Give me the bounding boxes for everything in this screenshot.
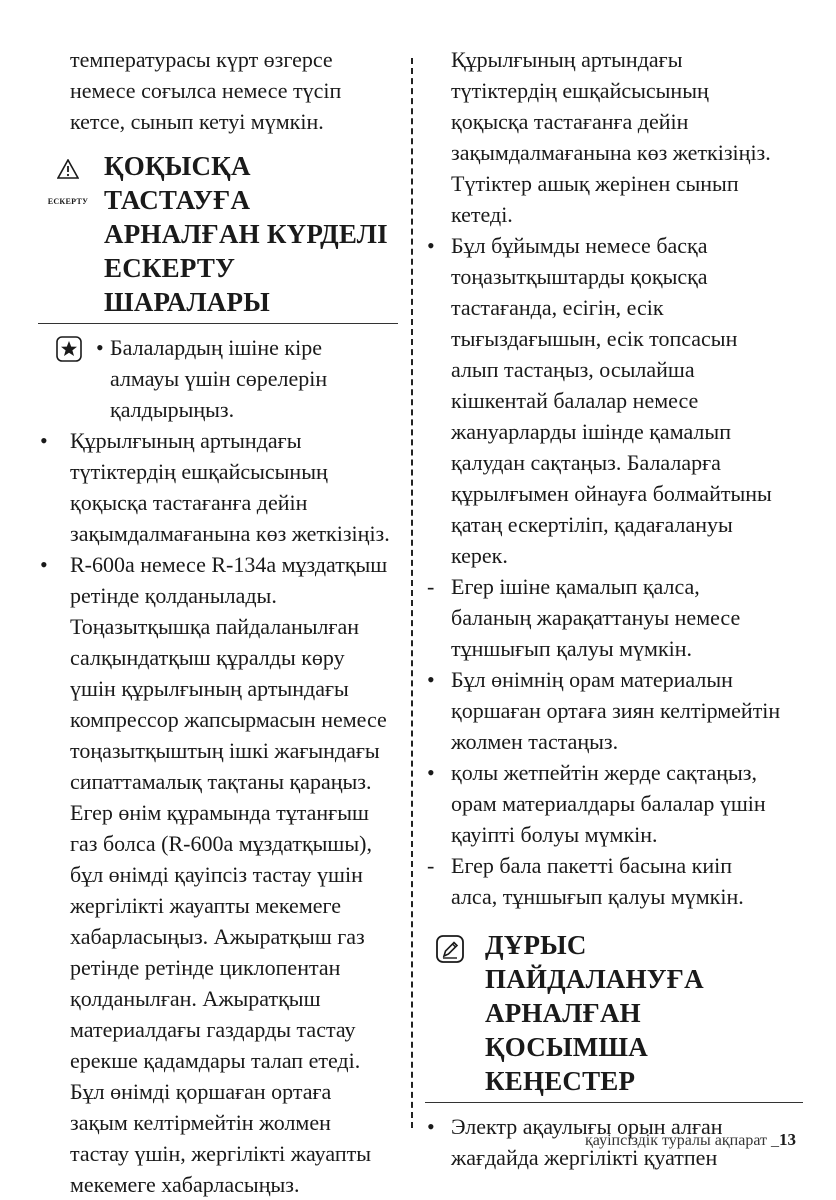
list-item: • Бұл өнімнің орам материалын қоршаған ортаға зиян келтірмейтін жолмен тастаңыз. [427, 667, 781, 754]
list-item: • Электр ақаулығы орын алған жағдайда жергілікті қуатпен [427, 1114, 723, 1170]
star-list-item: • Балалардың ішіне кіре алмауы үшін сөрелерін қалдырыңыз. [38, 332, 398, 425]
list-item: • Құрылғының артындағы түтіктердің ешқайсысының қоқысқа тастағанға дейін зақымдалмағанына көз жеткізіңіз. [40, 428, 390, 546]
dash-item: - Егер бала пакетті басына киіп алса, тұншығып қалуы мүмкін. [427, 853, 744, 909]
star-icon [56, 336, 82, 370]
warning-heading: ЕСКЕРТУ ҚОҚЫСҚА ТАСТАУҒА АРНАЛҒАН КҮРДЕЛІ ЕСКЕРТУ ШАРАЛАРЫ [38, 149, 398, 324]
list-item: • R-600a немесе R-134a мұздатқыш ретінде қолданылады. Тоңазытқышқа пайдаланылған салқындатқыш құралды көру үшін құрылғының артындағы компрессор жапсырмасын немесе тоңазытқыштың ішкі жағындағы сипаттамалық тақтаны қараңыз. Егер өнім құрамында тұтанғыш газ болса (R-600a мұздатқышы), бұл өнімді қауіпсіз тастау үшін жергілікті жауапты мекемеге хабарласыңыз. Ажыратқыш газ ретінде ретінде циклопентан қолданылған. Ажыратқыш материалдағы газдарды тастау ерекше қадамдары талап етеді. Бұл өнімді қоршаған ортаға зақым келтірмейтін жолмен тастау үшін, жергілікті жауапты мекемеге хабарласыңыз. [40, 552, 388, 1197]
note-heading: ДҰРЫС ПАЙДАЛАНУҒА АРНАЛҒАН ҚОСЫМША КЕҢЕСТЕР [425, 928, 803, 1103]
right-column [425, 44, 803, 1173]
left-intro-paragraph: температурасы күрт өзгерсе немесе соғылса немесе түсіп кетсе, сынып кетуі мүмкін. [70, 47, 342, 134]
right-intro-paragraph: Құрылғының артындағы түтіктердің ешқайсысының қоқысқа тастағанға дейін зақымдалмағанына көз жеткізіңіз. Түтіктер ашық жерінен сынып кетеді. [451, 47, 771, 227]
column-divider [411, 58, 413, 1128]
left-column [38, 44, 398, 1200]
warning-icon-label: ЕСКЕРТУ [47, 197, 89, 206]
page-number: 13 [779, 1130, 796, 1149]
dash-item: - Егер ішіне қамалып қалса, баланың жарақаттануы немесе тұншығып қалуы мүмкін. [427, 574, 741, 661]
footer-text: қауіпсіздік туралы ақпарат _ [585, 1132, 779, 1149]
list-item: • қолы жетпейтін жерде сақтаңыз, орам материалдары балалар үшін қауіпті болуы мүмкін. [427, 760, 766, 847]
list-item: • Бұл бұйымды немесе басқа тоңазытқыштарды қоқысқа тастағанда, есігін, есік тығыздағышын, есік топсасын алып тастаңыз, осылайша кішкентай балалар немесе жануарларды ішінде қамалып қалудан сақтаңыз. Балаларға құрылғымен ойнауға болмайтыны қатаң ескертіліп, қадағалануы керек. [427, 233, 772, 568]
warning-icon [38, 153, 98, 219]
page-footer [585, 1130, 796, 1150]
note-pencil-icon [435, 934, 465, 972]
